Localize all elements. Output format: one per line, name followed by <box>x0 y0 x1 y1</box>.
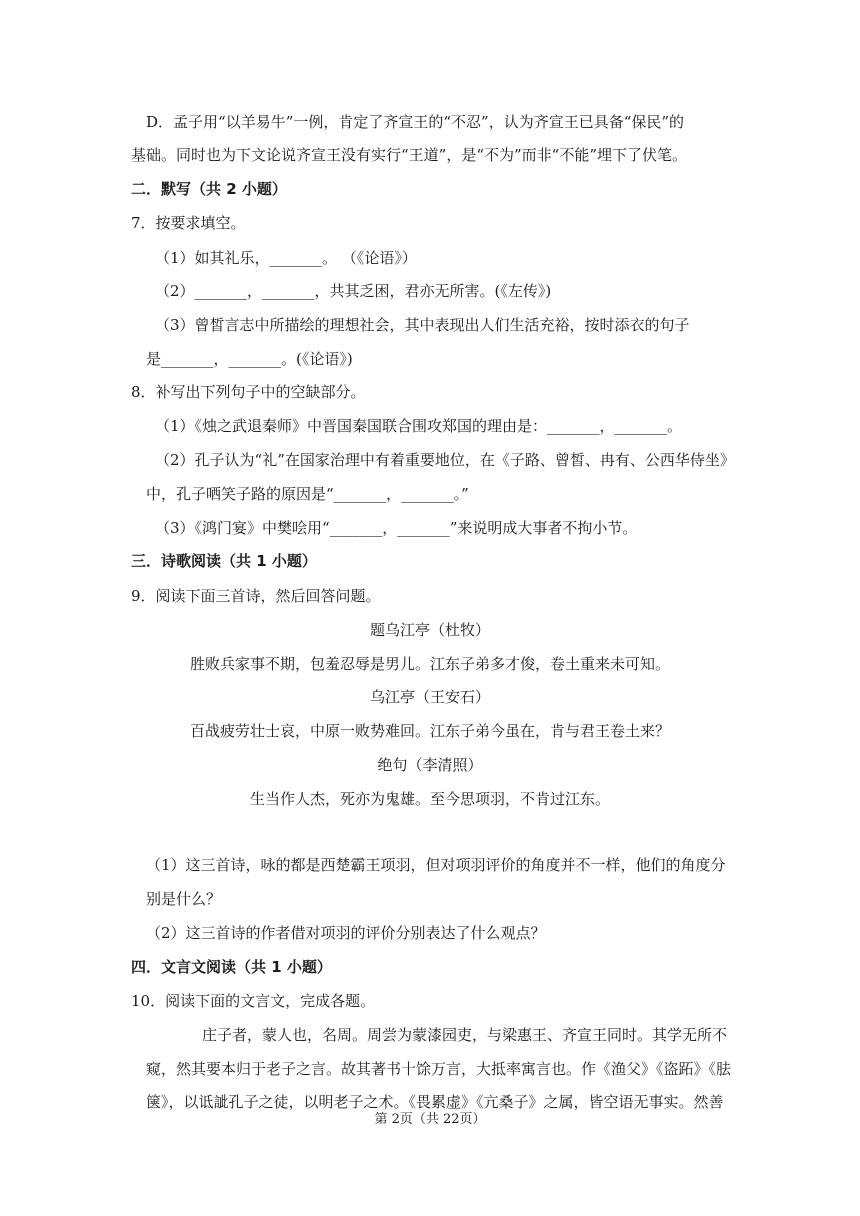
question-item: （2）孔子认为“礼”在国家治理中有着重要地位，在《子路、曾皙、冉有、公西华侍坐》 <box>155 451 735 469</box>
passage-line: 箧》，以诋訿孔子之徒，以明老子之术。《畏累虚》《亢桑子》之属，皆空语无事实。然善 <box>146 1093 724 1111</box>
section-heading-poetry: 三．诗歌阅读（共 1 小题） <box>131 552 317 570</box>
section-heading-classical-chinese: 四．文言文阅读（共 1 小题） <box>131 958 332 976</box>
option-d-line-2: 基础。同时也为下文论说齐宣王没有实行“王道”，是“不为”而非“不能”埋下了伏笔。 <box>131 146 688 164</box>
poem-title: 绝句（李清照） <box>377 756 483 774</box>
page-footer: 第 2页（共 22页） <box>374 1112 486 1127</box>
question-item: （2）_______，_______，共其乏困，君亦无所害。(《左传》) <box>155 282 552 300</box>
question-stem: 8．补写出下列句子中的空缺部分。 <box>131 383 366 401</box>
question-item: （3）曾皙言志中所描绘的理想社会，其中表现出人们生活充裕，按时添衣的句子 <box>155 316 690 334</box>
poem-text: 生当作人杰，死亦为鬼雄。至今思项羽，不肯过江东。 <box>249 790 610 808</box>
passage-line: 庄子者，蒙人也，名周。周尝为蒙漆园吏，与梁惠王、齐宣王同时。其学无所不 <box>202 1026 728 1044</box>
poem-title: 题乌江亭（杜牧） <box>369 621 490 639</box>
question-stem: 7．按要求填空。 <box>131 214 246 232</box>
section-heading-dictation: 二．默写（共 2 小题） <box>131 180 287 198</box>
poem-text: 胜败兵家事不期，包羞忍辱是男儿。江东子弟多才俊，卷土重来未可知。 <box>189 655 670 673</box>
question-stem: 9．阅读下面三首诗，然后回答问题。 <box>131 587 381 605</box>
question-item: （1）《烛之武退秦师》中晋国秦国联合围攻郑国的理由是：_______，_______。 <box>155 417 683 435</box>
passage-line: 窥，然其要本归于老子之言。故其著书十馀万言，大抵率寓言也。作《渔父》《盗跖》《胠 <box>146 1060 732 1078</box>
question-item-continued: 别是什么？ <box>146 890 222 908</box>
question-item: （3）《鸿门宴》中樊哙用“_______，_______”来说明成大事者不拘小节。 <box>155 519 638 537</box>
question-stem: 10．阅读下面的文言文，完成各题。 <box>131 992 376 1010</box>
question-item-continued: 是_______，_______。(《论语》) <box>146 350 353 368</box>
poem-text: 百战疲劳壮士哀，中原一败势难回。江东子弟今虽在，肯与君王卷土来？ <box>189 722 670 740</box>
question-item-continued: 中，孔子哂笑子路的原因是“_______，_______。” <box>146 485 469 503</box>
question-item: （2）这三首诗的作者借对项羽的评价分别表达了什么观点？ <box>146 924 546 942</box>
poem-title: 乌江亭（王安石） <box>369 688 490 706</box>
question-item: （1）这三首诗，咏的都是西楚霸王项羽，但对项羽评价的角度并不一样，他们的角度分 <box>146 856 726 874</box>
question-item: （1）如其礼乐，_______。 （《论语》） <box>155 249 417 267</box>
option-d-line-1: D．孟子用“以羊易牛”一例，肯定了齐宣王的“不忍”，认为齐宣王已具备“保民”的 <box>146 113 685 131</box>
